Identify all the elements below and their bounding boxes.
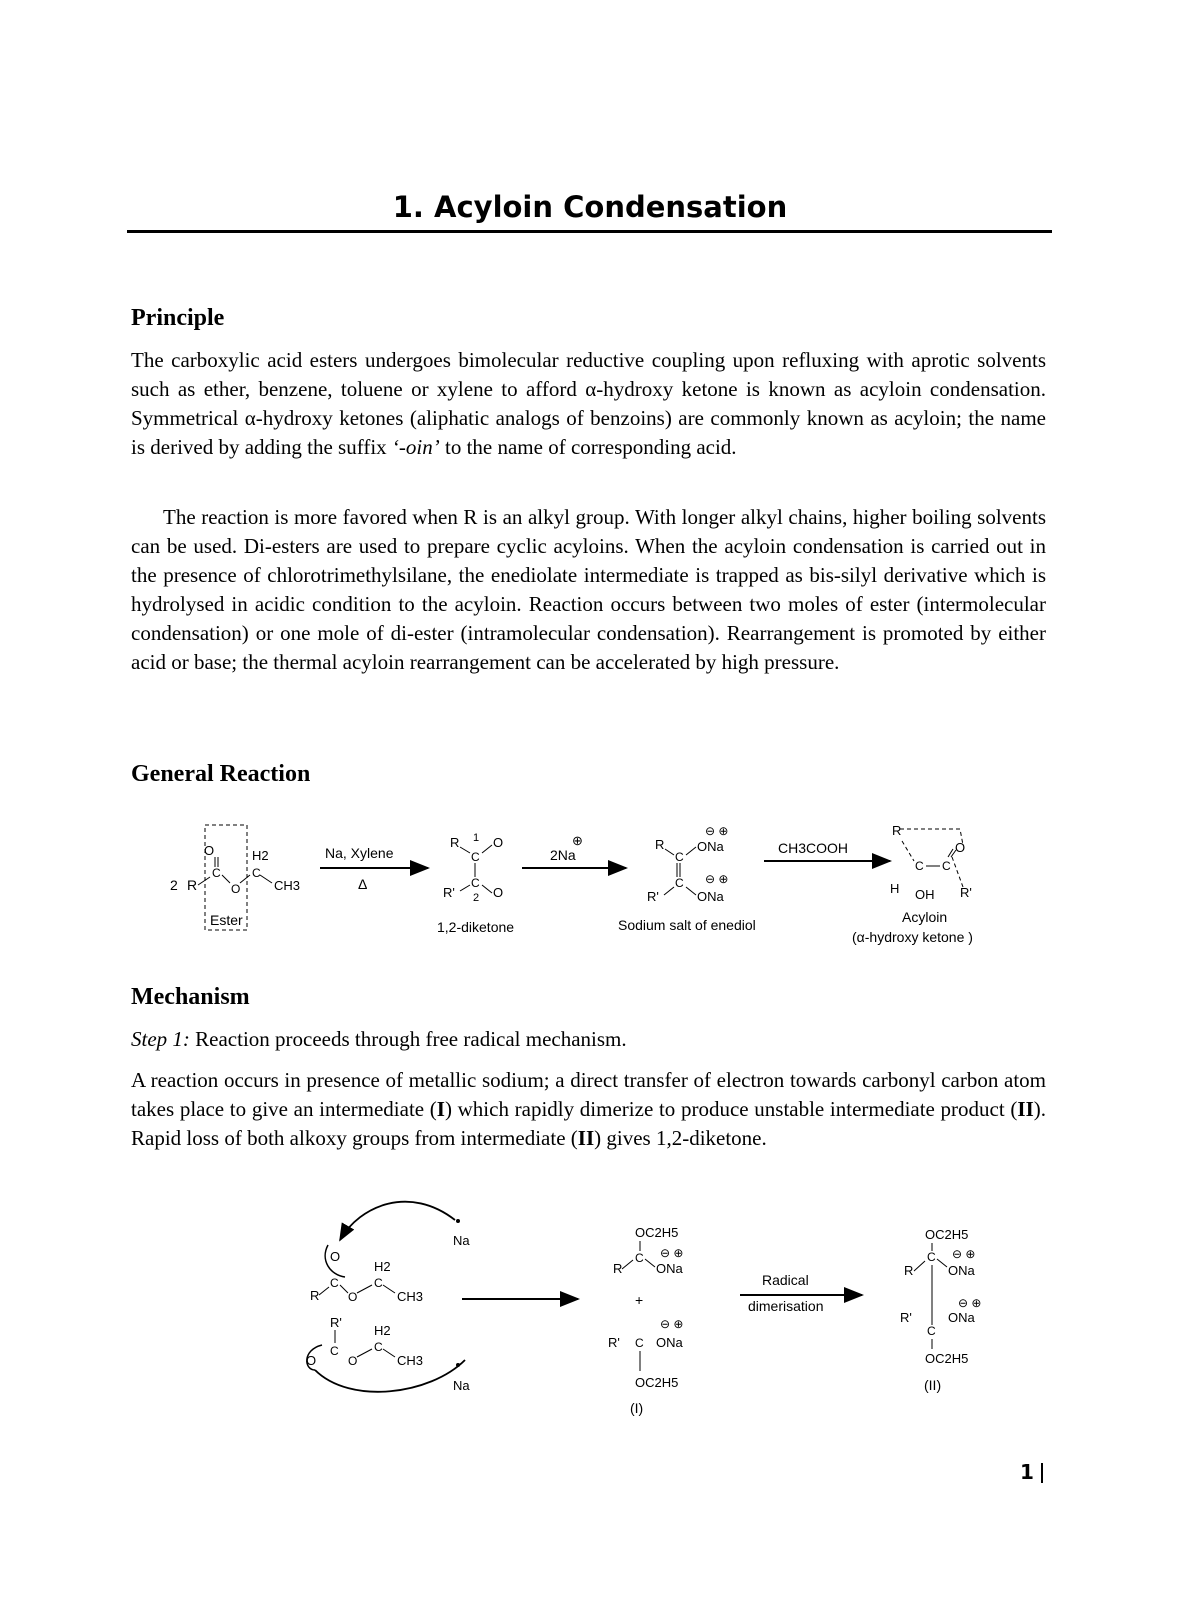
mechanism-scheme	[230, 1195, 1110, 1425]
suffix-oin: ‘-oin’	[391, 435, 440, 459]
svg-text:C: C	[635, 1251, 644, 1265]
svg-text:O: O	[348, 1290, 358, 1304]
svg-text:C: C	[374, 1340, 383, 1354]
svg-text:ONa: ONa	[948, 1310, 975, 1325]
plus-sign: +	[635, 1292, 644, 1308]
step1-condition: Δ	[358, 876, 368, 892]
svg-text:H2: H2	[374, 1323, 391, 1338]
dimerisation-label: dimerisation	[748, 1298, 824, 1314]
arrow-step-2	[522, 833, 626, 868]
plus-charge-icon: ⊕	[572, 833, 583, 848]
step2-reagent: 2Na	[550, 847, 576, 863]
step3-reagent: CH3COOH	[778, 840, 849, 856]
principle-paragraph-2: The reaction is more favored when R is an alkyl group. With longer alkyl chains, higher boiling solvents can be used. Di-esters are used to prepare cyclic acyloins. When the acyloin condensation is carried out in the presence of chlorotrimethylsilane, the enediolate intermediate is trapped as bis-silyl derivative which is hydrolysed in acidic condition to the acyloin. Reaction occurs between two moles of ester (intermolecular condensation) or one mole of di-ester (intramolecular condensation). Rearrangement is promoted by either acid or base; the thermal acyloin rearrangement can be accelerated by high pressure.	[131, 505, 1046, 674]
svg-text:ONa: ONa	[656, 1335, 683, 1350]
radical-label: Radical	[762, 1272, 809, 1288]
ester-structure	[170, 825, 300, 930]
svg-text:R: R	[655, 837, 665, 852]
title-underline	[127, 230, 1052, 233]
diketone-label: 1,2-diketone	[437, 919, 515, 935]
svg-text:R': R'	[443, 885, 455, 900]
mechanism-text-g: ) gives 1,2-diketone.	[594, 1126, 767, 1150]
ester-label: Ester	[210, 912, 243, 928]
svg-text:O: O	[493, 885, 504, 900]
general-reaction-heading: General Reaction	[131, 761, 311, 787]
svg-text:⊖ ⊕: ⊖ ⊕	[660, 1246, 684, 1260]
intermediate-I-ref: I	[436, 1097, 445, 1121]
step-text: Reaction proceeds through free radical mechanism.	[189, 1027, 627, 1051]
enediol-salt-structure	[618, 824, 756, 933]
intermediate-I-structure	[608, 1225, 684, 1416]
svg-text:C: C	[915, 859, 924, 873]
svg-text:C: C	[330, 1344, 339, 1358]
svg-text:R: R	[310, 1288, 320, 1303]
svg-text:⊖ ⊕: ⊖ ⊕	[952, 1247, 976, 1261]
page-number-divider	[1041, 1463, 1043, 1483]
acyloin-sub-label: (α-hydroxy ketone )	[852, 929, 973, 945]
intermediate-II-structure	[900, 1227, 981, 1393]
step-label: Step 1:	[131, 1027, 190, 1051]
svg-text:C: C	[675, 850, 684, 864]
svg-text:CH3: CH3	[274, 878, 301, 893]
sodium-bottom: Na	[453, 1378, 470, 1393]
step1-reagent: Na, Xylene	[325, 845, 394, 861]
svg-text:R: R	[613, 1261, 623, 1276]
general-reaction-scheme	[160, 815, 1040, 955]
svg-text:ONa: ONa	[697, 839, 724, 854]
intermediate-II-label: (II)	[924, 1377, 942, 1393]
svg-text:O: O	[330, 1249, 341, 1264]
svg-text:H2: H2	[252, 848, 269, 863]
mechanism-text-c: ) which rapidly dimerize to produce unstable intermediate product (	[444, 1097, 1018, 1121]
ester-pair-structure	[306, 1202, 470, 1393]
sodium-top: Na	[453, 1233, 470, 1248]
arrow-step-1	[320, 845, 428, 892]
intermediate-II-ref-2: II	[577, 1126, 595, 1150]
ester-coefficient: 2	[170, 877, 178, 893]
dimerisation-arrow	[740, 1272, 862, 1314]
mechanism-paragraph	[131, 1066, 1046, 1153]
svg-text:⊖ ⊕: ⊖ ⊕	[958, 1296, 982, 1310]
arrow-step-3	[764, 840, 890, 861]
intermediate-I-label: (I)	[630, 1400, 644, 1416]
principle-heading: Principle	[131, 305, 225, 331]
svg-text:OC2H5: OC2H5	[925, 1351, 969, 1366]
svg-text:H2: H2	[374, 1259, 391, 1274]
svg-text:H: H	[890, 881, 900, 896]
svg-text:⊖ ⊕: ⊖ ⊕	[705, 824, 729, 838]
svg-text:R': R'	[900, 1310, 912, 1325]
principle-paragraph-1	[131, 346, 1046, 462]
svg-text:ONa: ONa	[656, 1261, 683, 1276]
mechanism-text-a: A reaction occurs in presence of metallic sodium; a direct transfer of electron towards carbonyl carbon atom takes place to give an intermediate (	[131, 1068, 1046, 1121]
svg-text:⊖ ⊕: ⊖ ⊕	[705, 872, 729, 886]
page-number: 1	[1020, 1460, 1034, 1484]
diketone-structure	[437, 832, 514, 935]
svg-text:C: C	[212, 866, 221, 880]
principle-p1-text: The carboxylic acid esters undergoes bimolecular reductive coupling upon refluxing with aprotic solvents such as ether, benzene, toluene or xylene to afford α-hydroxy ketone is known as acyloin condensation. Symmetrical α-hydroxy ketones (aliphatic analogs of benzoins) are commonly known as acyloin; the name is derived by adding the suffix	[131, 348, 1046, 459]
svg-text:CH3: CH3	[397, 1353, 424, 1368]
svg-text:R: R	[450, 835, 460, 850]
svg-text:ONa: ONa	[948, 1263, 975, 1278]
svg-text:R: R	[187, 877, 198, 893]
svg-text:OC2H5: OC2H5	[635, 1375, 679, 1390]
svg-text:C: C	[252, 866, 261, 880]
svg-text:C: C	[927, 1250, 936, 1264]
svg-text:C: C	[471, 876, 480, 890]
svg-text:O: O	[231, 882, 241, 896]
acyloin-label: Acyloin	[902, 909, 948, 925]
svg-text:C: C	[635, 1336, 644, 1350]
mechanism-heading: Mechanism	[131, 984, 250, 1010]
intermediate-II-ref-1: II	[1017, 1097, 1034, 1121]
svg-text:R': R'	[608, 1335, 620, 1350]
svg-text:CH3: CH3	[397, 1289, 424, 1304]
svg-text:⊖ ⊕: ⊖ ⊕	[660, 1317, 684, 1331]
mechanism-text-e: ). Rapid loss of both alkoxy groups from intermediate (	[131, 1097, 1046, 1150]
mechanism-step-1	[131, 1025, 1046, 1054]
svg-text:C: C	[374, 1276, 383, 1290]
svg-text:O: O	[204, 843, 215, 858]
svg-text:C: C	[927, 1324, 936, 1338]
svg-text:O: O	[493, 835, 504, 850]
svg-text:1: 1	[473, 832, 480, 844]
svg-text:ONa: ONa	[697, 889, 724, 904]
svg-text:R': R'	[330, 1315, 342, 1330]
acyloin-structure	[852, 823, 973, 945]
principle-p1-end: to the name of corresponding acid.	[439, 435, 737, 459]
svg-text:R: R	[892, 823, 902, 838]
svg-text:OC2H5: OC2H5	[635, 1225, 679, 1240]
svg-text:C: C	[942, 859, 951, 873]
svg-text:O: O	[955, 840, 966, 855]
svg-text:OC2H5: OC2H5	[925, 1227, 969, 1242]
svg-text:R: R	[904, 1263, 914, 1278]
svg-text:R': R'	[960, 885, 972, 900]
enediol-label: Sodium salt of enediol	[618, 917, 756, 933]
svg-text:O: O	[348, 1354, 358, 1368]
svg-text:OH: OH	[915, 887, 935, 902]
svg-text:C: C	[675, 876, 684, 890]
svg-text:C: C	[330, 1276, 339, 1290]
svg-text:C: C	[471, 850, 480, 864]
svg-text:O: O	[306, 1353, 317, 1368]
svg-text:R': R'	[647, 889, 659, 904]
page-title: 1. Acyloin Condensation	[392, 190, 788, 224]
svg-text:2: 2	[473, 892, 480, 904]
